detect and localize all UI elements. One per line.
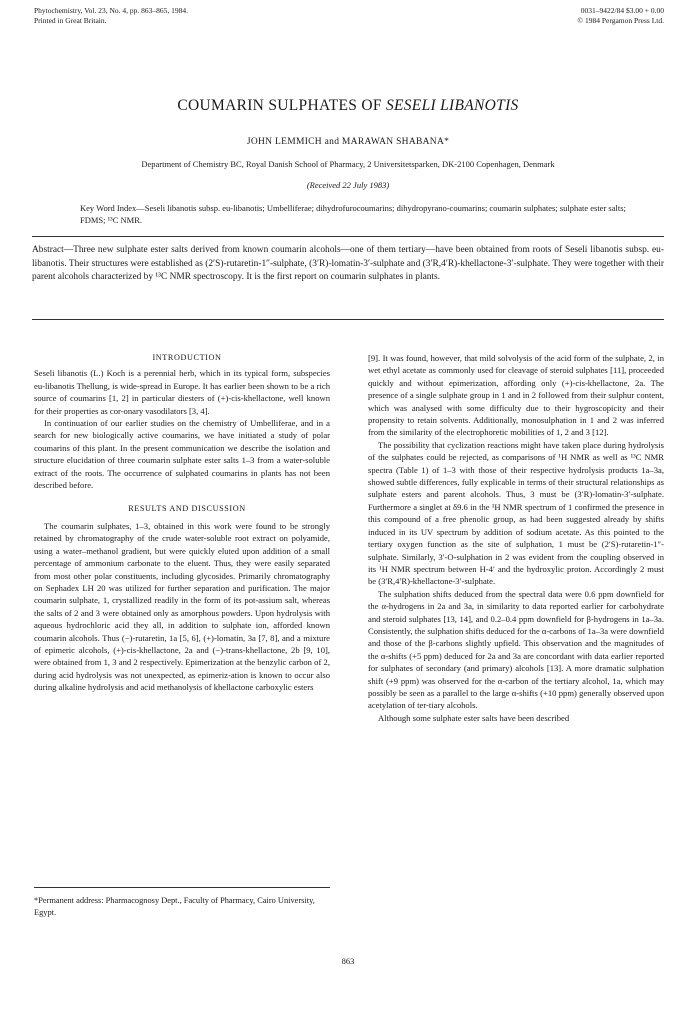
- running-header-left: [34, 6, 188, 26]
- footnote-rule: [34, 887, 330, 888]
- right-paragraph-3: The sulphation shifts deduced from the spectral data were 0.6 ppm downfield for the α-hydrogens in 2a and 3a, in similarity to data reported earlier for carbohydrate and steroid sulphates [13, 14], and 0.2–0.4 ppm downfield for β-hydrogens in 1a–3a. Consistently, the sulphation shifts deduced for the α-carbons of 1a–3a were downfield and those of the β-carbons slightly upfield. This observation and the magnitudes of the α-shifts (+5 ppm) deduced for 2a and 3a are concordant with data earlier reported for sulphates of secondary (and primary) alcohols [13]. A more dramatic sulphation shift (+9 ppm) was observed for the α-carbon of the tertiary alcohol, 1a, which may possibly be seen as a parallel to the large α-shifts (+10 ppm) generally observed upon acetylation of ter-tiary alcohols.: [368, 588, 664, 711]
- abstract-top-rule: [32, 236, 664, 237]
- journal-citation: Phytochemistry, Vol. 23, No. 4, pp. 863–865, 1984.: [34, 6, 189, 15]
- right-paragraph-4: Although some sulphate ester salts have been described: [378, 712, 570, 723]
- introduction-heading: INTRODUCTION: [152, 353, 222, 362]
- author-footnote: *Permanent address: Pharmacognosy Dept., Faculty of Pharmacy, Cairo University, Egypt.: [34, 896, 315, 917]
- running-header-right: [577, 6, 664, 26]
- printed-location: Printed in Great Britain.: [34, 16, 107, 25]
- issn-code: 0031–9422/84 $3.00 + 0.00: [580, 6, 664, 15]
- abstract: Abstract—Three new sulphate ester salts derived from known coumarin alcohols—one of them tertiary—have been obtained from roots of Seseli libanotis subsp. eu-libanotis. Their structures were established as (2′S)-rutaretin-1″-sulphate, (3′R)-lomatin-3′-sulphate and (3′R,4′R)-khellactone-3′-sulphate. They were together with their parent alcohols characterized by ¹³C NMR spectroscopy. It is the first report on coumarin sulphates in plants.: [32, 245, 664, 283]
- received-date: (Received 22 July 1983): [306, 180, 390, 190]
- right-paragraph-1: [9]. It was found, however, that mild solvolysis of the acid form of the sulphate, 2, in wet ethyl acetate as commonly used for cleavage of steroid sulphates [11], proceeded quickly and without epimerization, affording only (+)-cis-khellactone, 2a. The presence of a single sulphate group in 1 and in 2 followed from their sulphur content, which was analysed with some difficulty due to their hygroscopicity and their propensity to retain solvents. Additionally, monosulphation in 1 and 2 was inferred from the similarity of the electrophoretic mobilities of 1, 2 and 3 [12].: [368, 353, 664, 438]
- results-heading: RESULTS AND DISCUSSION: [128, 504, 246, 514]
- keyword-index: Key Word Index—Seseli libanotis subsp. eu-libanotis; Umbelliferae; dihydrofurocoumarins; dihydropyrano-coumarins; coumarin sulphates; sulphate ester salts; FDMS; ¹³C NMR.: [80, 203, 626, 225]
- introduction-paragraph-2: In continuation of our earlier studies on the chemistry of Umbelliferae, and in a search for new biologically active coumarins, we have initiated a study of polar coumarins of this plant. In the present communication we describe the isolation and structure elucidation of three coumarin sulphate ester salts 1–3 from a water-soluble extract of the roots. The occurrence of sulphated coumarins in plants has not been described before.: [34, 418, 330, 491]
- affiliation: Department of Chemistry BC, Royal Danish School of Pharmacy, 2 Universitetsparken, DK-2100 Copenhagen, Denmark: [141, 159, 555, 169]
- abstract-bottom-rule: [32, 319, 664, 320]
- right-column: [368, 352, 664, 724]
- introduction-paragraph-1: Seseli libanotis (L.) Koch is a perennial herb, which in its typical form, subspecies eu-libanotis Thellung, is wide-spread in Europe. It has earlier been shown to be a rich source of coumarins [1, 2] in particular diesters of (+)-cis-khellactone, well known for their properties as cor-onary vasodilators [3, 4].: [34, 368, 330, 416]
- paper-title: [0, 97, 696, 115]
- author-list: JOHN LEMMICH and MARAWAN SHABANA*: [246, 137, 450, 147]
- copyright-notice: © 1984 Pergamon Press Ltd.: [577, 16, 664, 25]
- results-paragraph-1: The coumarin sulphates, 1–3, obtained in this work were found to be strongly retained by chromatography of the crude water-soluble root extract on polyamide, using a water–methanol gradient, but were quickly eluted upon addition of a small percentage of ammonium carbonate to the eluent. Thus, they were easily separated from most other polar constituents, including glycosides. Primarily chromatography on Sephadex LH 20 was utilized for further separation and purification. The major coumarin sulphate, 1, crystallized readily in the form of its pot-assium salt, whereas the salts of 2 and 3 were obtained only as amorphous powders. Upon hydrolysis with aqueous hydrochloric acid they all, in addition to sulphate ion, afforded known coumarin alcohols. Thus (−)-rutaretin, 1a [5, 6], (+)-lomatin, 3a [7, 8], and a mixture of epimeric alcohols, (+)-cis-khellactone, 2a and (−)-trans-khellactone, 2b [9, 10], were obtained from 1, 3 and 2 respectively. Epimerization at the benzylic carbon of 2, during acid hydrolysis was not unexpected, as epimeriz-ation is known to occur also during alkaline hydrolysis and acid methanolysis of khellactone carboxylic esters: [34, 520, 330, 693]
- page-number: 863: [341, 956, 355, 966]
- title-species: SESELI LIBANOTIS: [385, 97, 519, 114]
- title-main: COUMARIN SULPHATES OF: [177, 97, 386, 114]
- left-column: [34, 352, 330, 694]
- right-paragraph-2: The possibility that cyclization reactions might have taken place during hydrolysis of the sulphates could be rejected, as comparisons of ¹H NMR as well as ¹³C NMR spectra (Table 1) of 1–3 with those of their respective hydrolysis products 1a–3a, showed subtle differences, fully explicable in terms of their structural relationships as sulphate esters and parent alcohols. Thus, 3 must be (3′R)-lomatin-3′-sulphate. Furthermore a singlet at δ9.6 in the ¹H NMR spectrum of 1 confirmed the presence in this compound of a free phenolic group, as had been suggested already by shifts induced in its UV spectrum by addition of sodium acetate. As this pointed to the tertiary oxygen function as the site of sulphation, 1 must be (2′S)-rutaretin-1″-sulphate. Similarly, 3′-O-sulphation in 2 was evident from the coupling observed in its ¹H NMR spectrum between H-4′ and the hydroxylic proton. Accordingly 2 must be (3′R,4′R)-khellactone-3′-sulphate.: [368, 439, 664, 587]
